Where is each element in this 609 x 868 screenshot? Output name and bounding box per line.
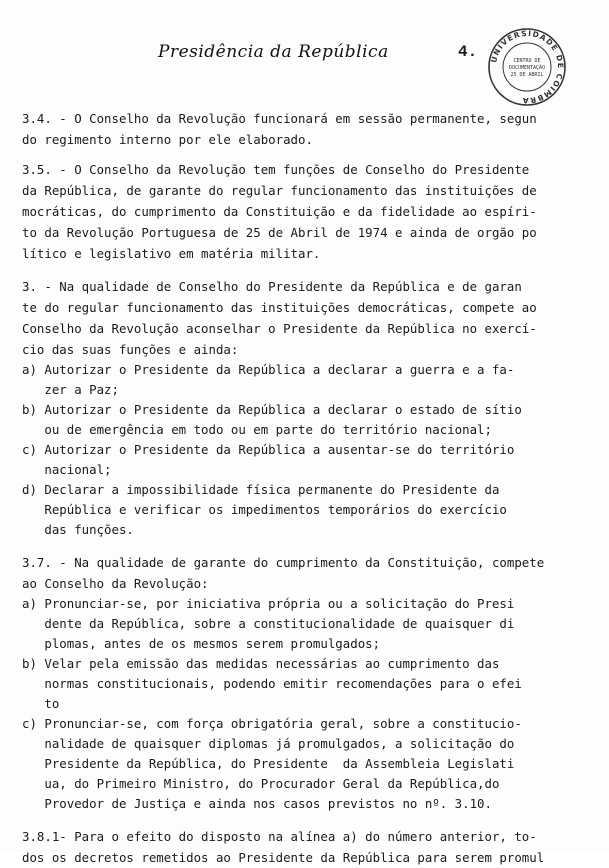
text-line: do regimento interno por ele elaborado. <box>22 132 313 147</box>
text-line: ao Conselho da Revolução: <box>22 576 209 591</box>
paragraph-3-5 <box>22 159 584 264</box>
stamp-line-2: DOCUMENTAÇÃO <box>508 65 546 71</box>
text-line: da República, de garante do regular funcionamento das instituições de <box>22 183 537 198</box>
list-item-a <box>22 360 584 400</box>
text-line: ua, do Primeiro Ministro, do Procurador Geral da República,do <box>22 776 500 791</box>
list-item-d <box>22 480 584 540</box>
text-line: a) Autorizar o Presidente da República a declarar a guerra e a fa- <box>22 362 515 377</box>
text-line: República e verificar os impedimentos temporários do exercício <box>22 502 507 517</box>
text-line: to da Revolução Portuguesa de 25 de Abril de 1974 e ainda de orgão po <box>22 225 537 240</box>
text-line: to <box>22 696 60 711</box>
text-line: normas constitucionais, podendo emitir recomendações para o efei <box>22 676 522 691</box>
text-line: b) Autorizar o Presidente da República a declarar o estado de sítio <box>22 402 522 417</box>
text-line: cio das suas funções e ainda: <box>22 342 239 357</box>
paragraph-3-8-1 <box>22 826 584 868</box>
list-item-b <box>22 654 584 714</box>
text-line: Presidente da República, do Presidente da Assembleia Legislati <box>22 756 515 771</box>
stamp-line-3: 25 DE ABRIL <box>510 72 544 78</box>
text-line: plomas, antes de os mesmos serem promulgados; <box>22 636 381 651</box>
text-line: dente da República, sobre a constitucionalidade de quaisquer di <box>22 616 515 631</box>
paragraph-3-6 <box>22 276 584 540</box>
text-line: zer a Paz; <box>22 382 119 397</box>
stamp-arc-text: UNIVERSIDADE DE COIMBRA <box>489 28 566 106</box>
paragraph-3-7 <box>22 552 584 814</box>
list-item-a <box>22 594 584 654</box>
text-line: nalidade de quaisquer diplomas já promulgados, a solicitação do <box>22 736 515 751</box>
archive-stamp-icon <box>487 27 567 107</box>
list-item-c <box>22 440 584 480</box>
stamp-line-1: CENTRO DE <box>513 58 541 64</box>
page-number: 4. <box>458 43 478 61</box>
text-line: 3.7. - Na qualidade de garante do cumprimento da Constituição, compete <box>22 555 545 570</box>
text-line: 3.8.1- Para o efeito do disposto na alínea a) do número anterior, to- <box>22 829 537 844</box>
text-line: mocráticas, do cumprimento da Constituição e da fidelidade ao espíri- <box>22 204 537 219</box>
document-body <box>22 108 584 868</box>
text-line: 3.4. - O Conselho da Revolução funcionará em sessão permanente, segun <box>22 111 537 126</box>
text-line: c) Pronunciar-se, com força obrigatória geral, sobre a constitucio- <box>22 716 522 731</box>
list-item-b <box>22 400 584 440</box>
text-line: c) Autorizar o Presidente da República a ausentar-se do território <box>22 442 515 457</box>
text-line: Provedor de Justiça e ainda nos casos previstos no nº. 3.10. <box>22 796 492 811</box>
text-line: ou de emergência em todo ou em parte do território nacional; <box>22 422 492 437</box>
text-line: 3.5. - O Conselho da Revolução tem funções de Conselho do Presidente <box>22 162 530 177</box>
list-item-c <box>22 714 584 814</box>
text-line: das funções. <box>22 522 134 537</box>
text-line: 3. - Na qualidade de Conselho do Presidente da República e de garan <box>22 279 522 294</box>
letterhead-title: Presidência da República <box>158 42 389 62</box>
paragraph-3-4 <box>22 108 584 150</box>
text-line: lítico e legislativo em matéria militar. <box>22 246 321 261</box>
text-line: nacional; <box>22 462 112 477</box>
text-line: b) Velar pela emissão das medidas necessárias ao cumprimento das <box>22 656 500 671</box>
text-line: a) Pronunciar-se, por iniciativa própria ou a solicitação do Presi <box>22 596 515 611</box>
text-line: te do regular funcionamento das instituições democráticas, compete ao <box>22 300 537 315</box>
text-line: Conselho da Revolução aconselhar o Presidente da República no exercí- <box>22 321 537 336</box>
text-line: dos os decretos remetidos ao Presidente da República para serem promul <box>22 850 545 865</box>
text-line: d) Declarar a impossibilidade física permanente do Presidente da <box>22 482 500 497</box>
